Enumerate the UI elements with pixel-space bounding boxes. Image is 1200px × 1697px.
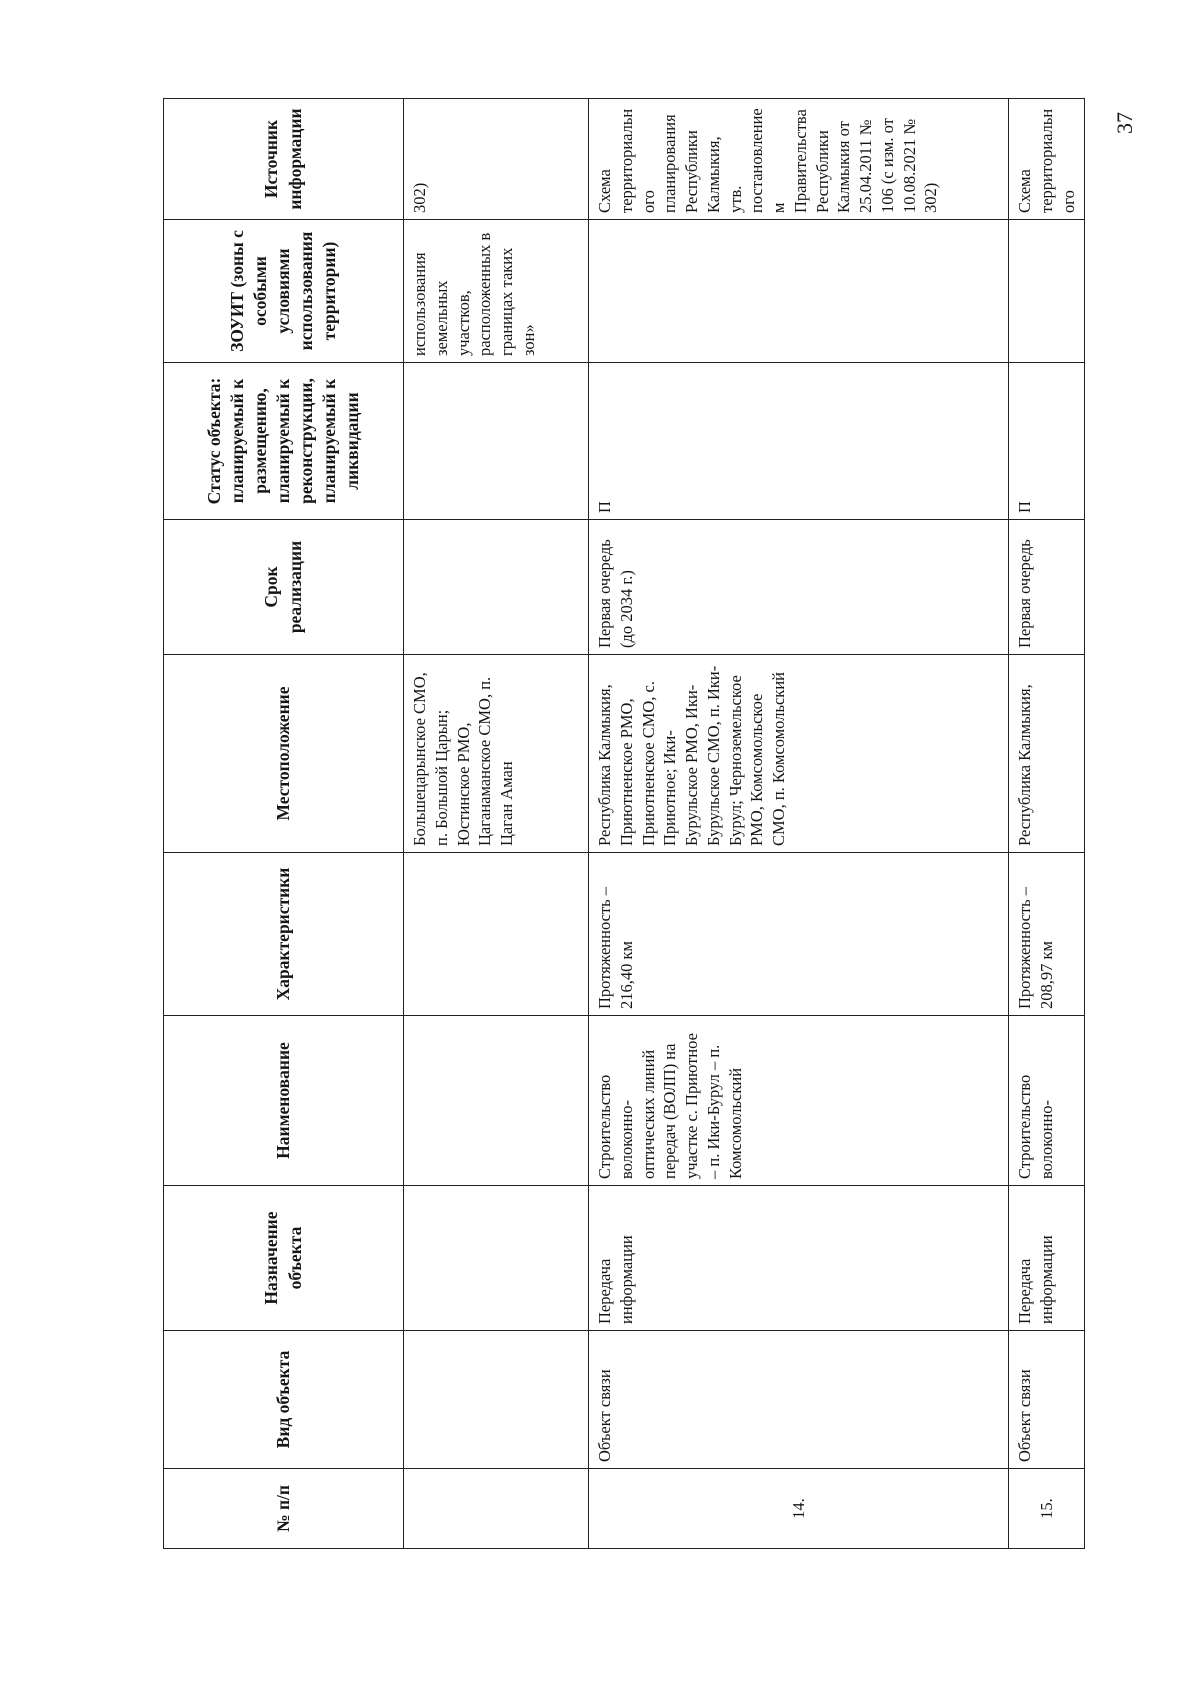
cell-name: Строительство волоконно-оптических линий передач (ВОЛП) на участке с. Приютное – п. Ики-Бурул – п. Комсомольский xyxy=(589,1016,1009,1186)
cell-num: 14. xyxy=(589,1469,1009,1549)
cell-zouit xyxy=(1009,220,1085,363)
header-zouit: ЗОУИТ (зоны с особыми условиями использования территории) xyxy=(164,220,404,363)
cell-characteristics xyxy=(404,853,589,1016)
cell-location: Республика Калмыкия, xyxy=(1009,655,1085,853)
cell-characteristics: Протяженность – 216,40 км xyxy=(589,853,1009,1016)
cell-term xyxy=(404,520,589,655)
cell-type: Объект связи xyxy=(1009,1331,1085,1469)
cell-location: Республика Калмыкия, Приютненское РМО, Приютненское СМО, с. Приютное; Ики-Бурульское РМО, Ики-Бурульское СМО, п. Ики-Бурул; Черноземельское РМО, Комсомольское СМО, п. Комсомольский xyxy=(589,655,1009,853)
header-characteristics: Характеристики xyxy=(164,853,404,1016)
cell-type xyxy=(404,1331,589,1469)
header-source: Источник информации xyxy=(164,99,404,220)
cell-status: П xyxy=(1009,363,1085,520)
table-row xyxy=(589,99,1009,1549)
cell-status: П xyxy=(589,363,1009,520)
cell-characteristics: Протяженность – 208,97 км xyxy=(1009,853,1085,1016)
table-header-row xyxy=(164,99,404,1549)
table-row-continuation xyxy=(404,99,589,1549)
cell-source: 302) xyxy=(404,99,589,220)
cell-name: Строительство волоконно- xyxy=(1009,1016,1085,1186)
cell-zouit: использования земельных участков, расположенных в границах таких зон» xyxy=(404,220,589,363)
cell-source: Схема территориального xyxy=(1009,99,1085,220)
header-num: № п/п xyxy=(164,1469,404,1549)
cell-purpose: Передача информации xyxy=(589,1186,1009,1331)
header-term: Срок реализации xyxy=(164,520,404,655)
cell-term: Первая очередь xyxy=(1009,520,1085,655)
header-name: Наименование xyxy=(164,1016,404,1186)
cell-location: Большецарынское СМО, п. Большой Царын; Юстинское РМО, Цаганаманское СМО, п. Цаган Аман xyxy=(404,655,589,853)
table-row xyxy=(1009,99,1085,1549)
rotated-table-container xyxy=(163,99,1083,1549)
cell-purpose xyxy=(404,1186,589,1331)
page-number: 37 xyxy=(1112,112,1137,134)
objects-table xyxy=(163,98,1085,1549)
cell-num xyxy=(404,1469,589,1549)
cell-source: Схема территориального планирования Республики Калмыкия, утв. постановлением Правительства Республики Калмыкия от 25.04.2011 № 106 (с изм. от 10.08.2021 № 302) xyxy=(589,99,1009,220)
cell-type: Объект связи xyxy=(589,1331,1009,1469)
cell-purpose: Передача информации xyxy=(1009,1186,1085,1331)
cell-status xyxy=(404,363,589,520)
cell-name xyxy=(404,1016,589,1186)
header-purpose: Назначение объекта xyxy=(164,1186,404,1331)
cell-term: Первая очередь (до 2034 г.) xyxy=(589,520,1009,655)
header-status: Статус объекта: планируемый к размещению, планируемый к реконструкции, планируемый к ликвидации xyxy=(164,363,404,520)
cell-num: 15. xyxy=(1009,1469,1085,1549)
header-location: Местоположение xyxy=(164,655,404,853)
header-type: Вид объекта xyxy=(164,1331,404,1469)
cell-zouit xyxy=(589,220,1009,363)
